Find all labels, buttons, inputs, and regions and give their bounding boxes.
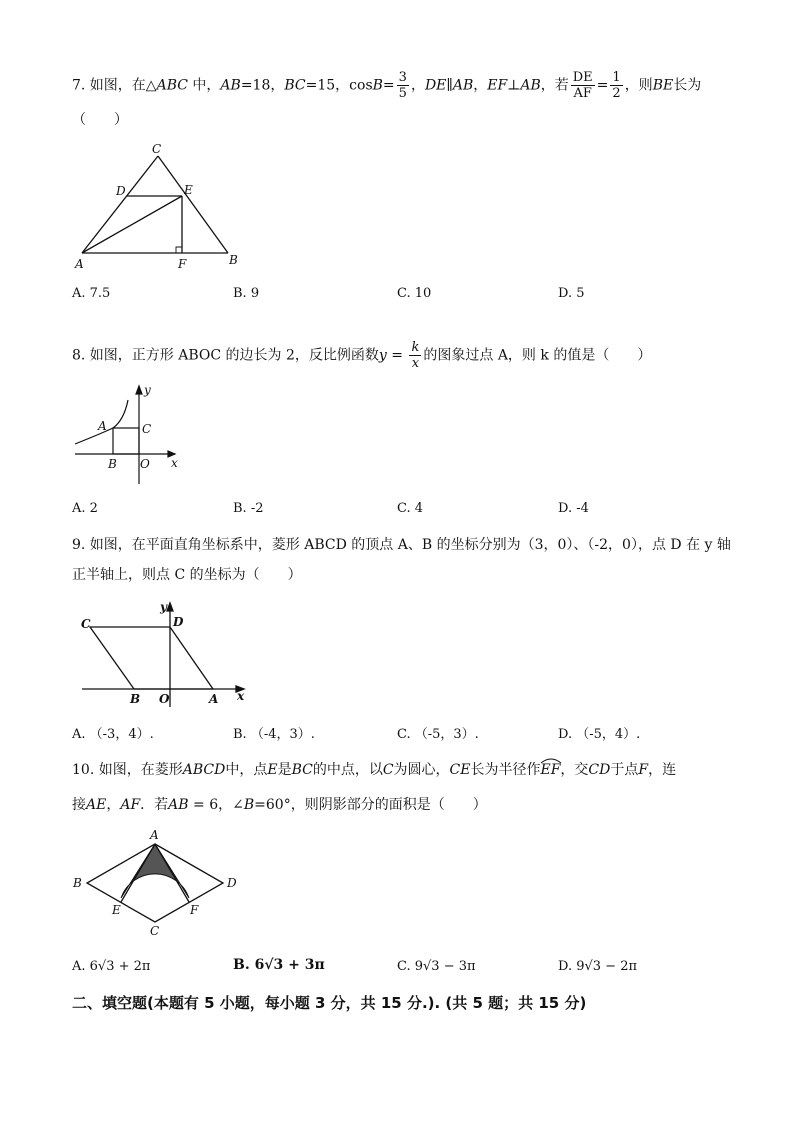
label-x: x	[237, 689, 245, 703]
q8-graph-figure	[70, 380, 190, 490]
square-aboc	[113, 428, 139, 454]
q7-stem: 7. 如图，在△ABC 中，AB=18，BC=15，cosB= $\frac{3}{5}$ ，DE∥AB，EF⊥AB，若 $\frac{DE}{AF}$ = $\frac{1}{2}$ ，则BE长为	[72, 70, 702, 101]
q10-option-d[interactable]: D. 9√3 − 2π	[558, 959, 638, 974]
label-c: C	[81, 617, 91, 631]
q10-option-a[interactable]: A. 6√3 + 2π	[72, 959, 151, 974]
q7-option-a[interactable]: A. 7.5	[72, 286, 111, 301]
q9-option-b[interactable]: B. （-4，3）.	[233, 727, 315, 742]
y-axis-arrow	[136, 386, 142, 394]
label-a: A	[150, 828, 159, 842]
label-b: B	[108, 457, 117, 471]
label-d: D	[227, 876, 237, 890]
label-d: D	[116, 184, 126, 198]
q7-option-d[interactable]: D. 5	[558, 286, 585, 301]
segment-bc	[158, 156, 228, 253]
label-f: F	[178, 257, 187, 270]
label-e: E	[112, 903, 121, 917]
arc-mark-icon	[540, 756, 562, 764]
q8-option-a[interactable]: A. 2	[72, 501, 98, 516]
q10-stem-line2: 接AE，AF．若AB = 6，∠B=60°，则阴影部分的面积是（ ）	[72, 797, 487, 813]
q8-option-d[interactable]: D. -4	[558, 501, 589, 516]
q9-rhombus-figure	[72, 595, 252, 710]
ratio-fraction: $\frac{DE}{AF}$	[572, 70, 593, 101]
q7-answer-paren: （ ）	[72, 112, 128, 128]
label-c: C	[152, 142, 162, 156]
label-a: A	[98, 419, 107, 433]
label-c: C	[150, 924, 160, 938]
label-a: A	[209, 692, 219, 706]
label-y: y	[144, 383, 151, 397]
label-d: D	[173, 615, 184, 629]
q9-option-c[interactable]: C. （-5，3）.	[397, 727, 479, 742]
label-y: y	[160, 600, 167, 614]
q9-stem-line2: 正半轴上，则点 C 的坐标为（ ）	[72, 567, 302, 583]
q7-option-b[interactable]: B. 9	[233, 286, 260, 301]
label-x: x	[171, 456, 178, 470]
label-e: E	[184, 183, 193, 197]
label-b: B	[229, 253, 238, 267]
segment-ae	[82, 196, 182, 253]
cos-fraction: $\frac{3}{5}$	[398, 70, 407, 101]
q8-stem: 8. 如图，正方形 ABOC 的边长为 2，反比例函数y = $\frac{k}{x}$ 的图象过点 A，则 k 的值是（ ）	[72, 340, 652, 371]
label-b: B	[130, 692, 141, 706]
q10-stem-line1: 10. 如图，在菱形ABCD中，点E是BC的中点，以C为圆心，CE长为半径作EF ，交CD于点F，连	[72, 760, 676, 780]
arc-ef-notation: EF	[540, 760, 560, 780]
q10-option-b[interactable]: B. 6√3 + 3π	[233, 957, 325, 973]
label-o: O	[140, 457, 150, 471]
q7-option-c[interactable]: C. 10	[397, 286, 432, 301]
q9-option-d[interactable]: D. （-5，4）.	[558, 727, 641, 742]
label-o: O	[159, 692, 170, 706]
rhombus-abcd	[90, 627, 213, 689]
label-b: B	[73, 876, 82, 890]
right-angle-mark	[176, 247, 182, 253]
section-heading-fill-in: 二、填空题(本题有 5 小题，每小题 3 分，共 15 分.). (共 5 题；共 15 分)	[72, 994, 587, 1012]
half-fraction: $\frac{1}{2}$	[612, 70, 621, 101]
q9-option-a[interactable]: A. （-3，4）.	[72, 727, 154, 742]
label-c: C	[142, 422, 152, 436]
q10-option-c[interactable]: C. 9√3 − 3π	[397, 959, 476, 974]
q8-option-b[interactable]: B. -2	[233, 501, 264, 516]
segment-ac	[82, 156, 158, 253]
q9-stem-line1: 9. 如图，在平面直角坐标系中，菱形 ABCD 的顶点 A、B 的坐标分别为（3，0）、（-2，0），点 D 在 y 轴	[72, 537, 731, 553]
label-a: A	[75, 257, 84, 270]
q7-triangle-figure	[70, 140, 250, 270]
y-axis-arrow	[167, 603, 173, 611]
q10-rhombus-figure	[68, 825, 248, 940]
label-f: F	[190, 903, 199, 917]
shaded-region	[121, 844, 189, 898]
k-over-x-fraction: $\frac{k}{x}$	[411, 340, 420, 371]
q8-option-c[interactable]: C. 4	[397, 501, 424, 516]
